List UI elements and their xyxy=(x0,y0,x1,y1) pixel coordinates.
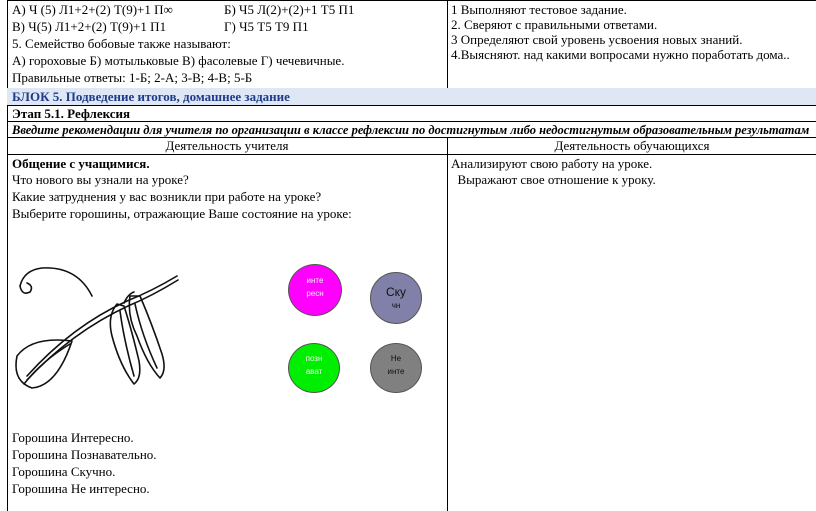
students-activity-1: Анализируют свою работу на уроке. xyxy=(451,156,653,171)
teacher-question-2: Какие затруднения у вас возникли при работе на уроке? xyxy=(12,189,322,204)
pea-cognitive-circle xyxy=(288,343,340,393)
pea-pod-illustration xyxy=(12,256,182,396)
teacher-question-1: Что нового вы узнали на уроке? xyxy=(12,172,189,187)
row-divider-body xyxy=(7,154,816,155)
question-5-options: А) гороховые Б) мотыльковые В) фасолевые Г) чечевичные. xyxy=(12,53,345,68)
column-divider-bottom xyxy=(447,137,448,511)
pea-cognitive-label-2: ават xyxy=(305,367,323,376)
table-border-left xyxy=(7,0,8,511)
pea-not-interesting-circle xyxy=(370,343,422,393)
legend-interesting: Горошина Интересно. xyxy=(12,430,134,445)
formula-v: В) Ч(5) Л1+2+(2) Т(9)+1 П1 xyxy=(12,19,167,34)
teacher-question-3: Выберите горошины, отражающие Ваше состояние на уроке: xyxy=(12,206,352,221)
instruction-text: Введите рекомендации для учителя по организации в классе рефлексии по достигнутым либо недостигнутым образовательным результатам xyxy=(12,123,810,137)
pea-not-interesting-label-2: инте xyxy=(387,367,405,376)
question-5: 5. Семейство бобовые также называют: xyxy=(12,36,231,51)
student-step-1: 1 Выполняют тестовое задание. xyxy=(451,2,627,17)
pea-cognitive-label-1: позн xyxy=(305,354,323,363)
block5-title: БЛОК 5. Подведение итогов, домашнее задание xyxy=(12,89,290,104)
correct-answers: Правильные ответы: 1-Б; 2-А; 3-В; 4-В; 5-Б xyxy=(12,70,253,85)
teacher-column-header: Деятельность учителя xyxy=(165,138,289,153)
teacher-heading: Общение с учащимися. xyxy=(12,156,150,171)
formula-a: А) Ч (5) Л1+2+(2) Т(9)+1 П∞ xyxy=(12,2,173,17)
pea-boring-circle xyxy=(370,272,422,324)
formula-g: Г) Ч5 Т5 Т9 П1 xyxy=(224,19,309,34)
legend-not-interesting: Горошина Не интересно. xyxy=(12,481,150,496)
students-column-header: Деятельность обучающихся xyxy=(554,138,710,153)
student-step-2: 2. Сверяют с правильными ответами. xyxy=(451,17,658,32)
legend-boring: Горошина Скучно. xyxy=(12,464,116,479)
table-border-top xyxy=(7,0,816,1)
pea-boring-label-2: чн xyxy=(391,301,401,310)
student-step-4: 4.Выясняют. над какими вопросами нужно поработать дома.. xyxy=(451,47,790,62)
pea-not-interesting-label-1: Не xyxy=(390,354,402,363)
formula-b: Б) Ч5 Л(2)+(2)+1 Т5 П1 xyxy=(224,2,355,17)
pea-boring-label-1: Ску xyxy=(385,285,407,299)
pea-interesting-label-2: ресн xyxy=(306,289,324,298)
column-divider-top xyxy=(447,0,448,88)
stage-title: Этап 5.1. Рефлексия xyxy=(12,106,131,121)
students-activity-2: Выражают свое отношение к уроку. xyxy=(451,172,656,187)
legend-cognitive: Горошина Познавательно. xyxy=(12,447,157,462)
student-step-3: 3 Определяют свой уровень усвоения новых знаний. xyxy=(451,32,743,47)
pea-interesting-label-1: инте xyxy=(306,276,324,285)
pea-interesting-circle xyxy=(288,264,342,316)
